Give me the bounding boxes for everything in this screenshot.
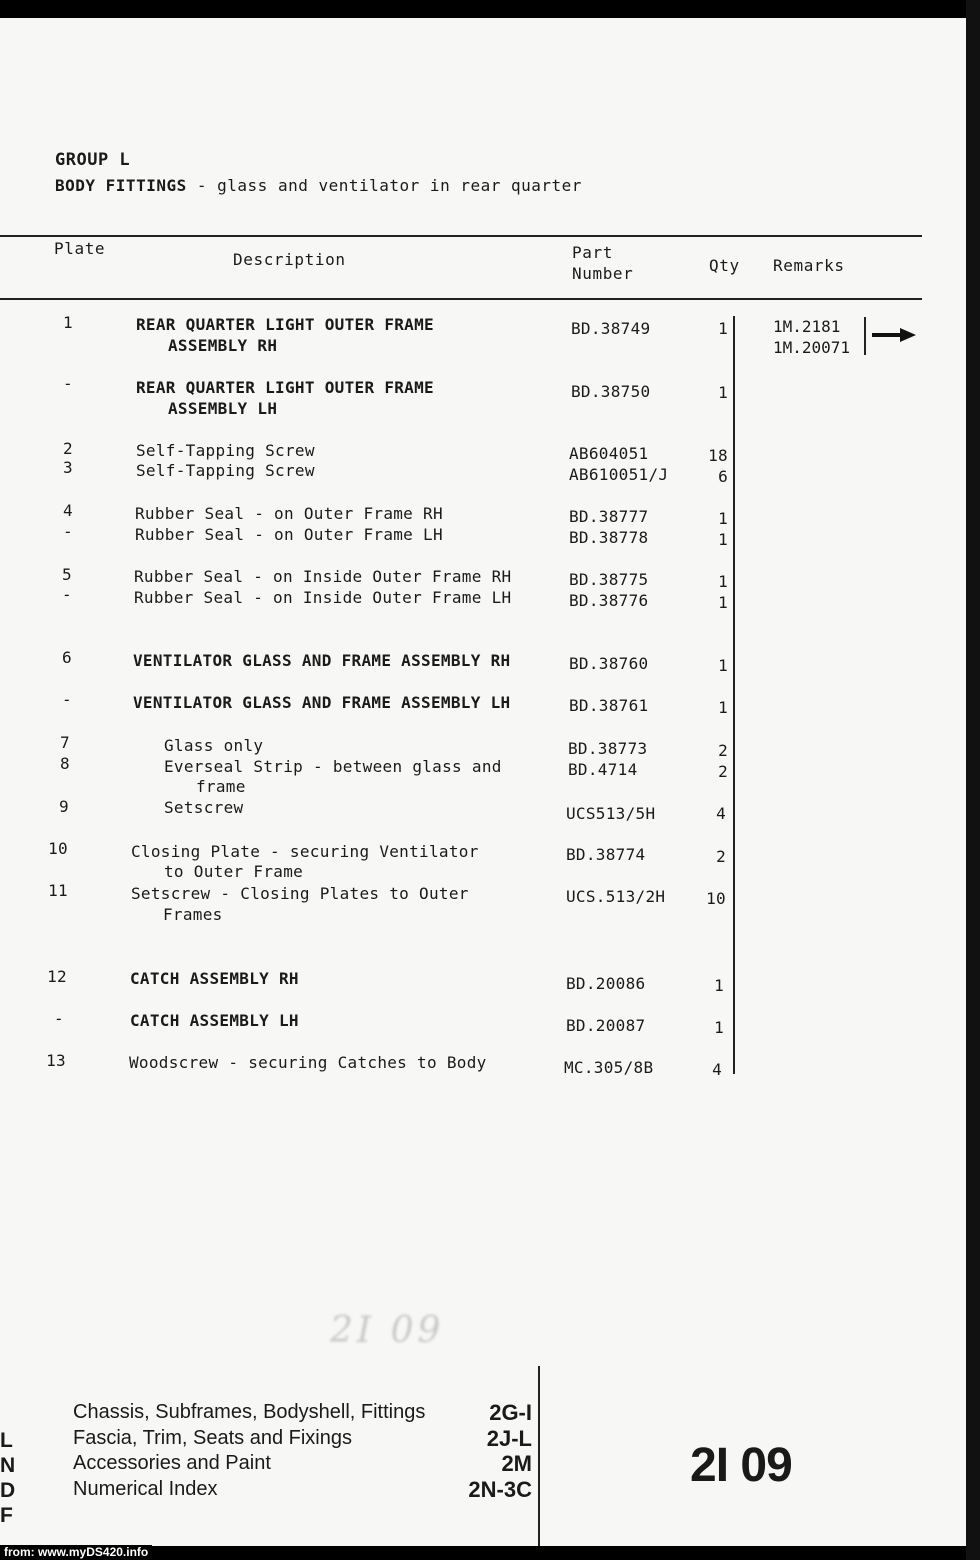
section-title — [55, 176, 582, 195]
stamp-watermark: 2I 09 — [330, 1310, 445, 1351]
footer-index-item: Fascia, Trim, Seats and Fixings — [73, 1426, 352, 1449]
section-title-bold: BODY FITTINGS — [55, 176, 187, 195]
footer-index-item: Accessories and Paint — [73, 1452, 271, 1474]
section-title-rest: - glass and ventilator in rear quarter — [196, 176, 582, 195]
arrow-right-icon — [872, 327, 916, 343]
col-header-plate: Plate — [54, 239, 106, 258]
footer-index-codes: 2G-I 2J-L 2M 2N-3C — [468, 1400, 532, 1502]
page-number: 2I 09 — [690, 1439, 792, 1492]
qty-column-rule — [733, 316, 735, 1074]
col-header-qty: Qty — [709, 256, 740, 275]
col-header-remarks: Remarks — [773, 256, 845, 275]
remarks-bracket — [864, 317, 866, 355]
footer-edge-letters: L N D F — [0, 1429, 16, 1527]
col-header-part-number: Part Number — [572, 243, 634, 283]
remarks-cell: 1M.2181 1M.20071 — [773, 317, 851, 357]
footer-index-item: Chassis, Subframes, Bodyshell, Fittings — [73, 1401, 426, 1423]
scan-edge — [966, 0, 980, 1560]
footer-divider — [538, 1366, 540, 1546]
source-credit: from: www.myDS420.info — [0, 1545, 152, 1559]
footer-index-item: Numerical Index — [73, 1477, 218, 1500]
catalogue-page: GROUP L BODY FITTINGS - glass and ventilator in rear quarter Plate Description Part Number Qty Remarks 1 REAR QUARTER LIGHT OUTER FRAME ASSEMBLY RH BD.38749 1 - REAR QUARTER LIGHT OUTER FRAME ASSEMBLY LH BD.38750 1 2 Self-Tapping Screw AB604051 18 3 Self-Tapping Screw AB610051/J 6 4 Rubber Seal - on Outer Frame RH BD.38777 1 - Rubber Seal - on Outer Frame LH BD.38778 1 5 Rubber Seal - on Inside Outer Frame RH BD.38775 1 - Rubber Seal - on Inside Outer Frame LH BD.38776 1 6 VENTILATOR GLASS AND FRAME ASSEMBLY RH BD.38760 1 - VENTILATOR GLASS AND FRAME ASSEMBLY LH BD.38761 1 7 Glass only BD.38773 2 8 Everseal Strip - between glass and frame BD.4714 2 9 Setscrew UCS513/5H 4 10 Closing Plate - securing Ventilator to Outer Frame BD.38774 2 11 Setscrew - Closing Plates to Outer Frames UCS.513/2H 10 12 CATCH ASSEMBLY RH BD.20086 1 - CATCH ASSEMBLY LH BD.20087 1 13 Woodscrew - securing Catches to Body MC.305/8B 4 1M.2181 1M.20071 2I 09 L N D F Chassis, Subframes, Bodyshell, Fittings Fascia, Trim, Seats and Fixings Accessories and Paint Numerical Index 2G-I 2J-L 2M 2N-3C 2I 09 — [0, 18, 966, 1546]
group-heading: GROUP L — [55, 150, 131, 170]
table-top-rule — [0, 235, 922, 237]
footer-index-list — [73, 1400, 425, 1502]
col-header-description: Description — [233, 250, 346, 269]
table-header-rule — [0, 298, 922, 300]
